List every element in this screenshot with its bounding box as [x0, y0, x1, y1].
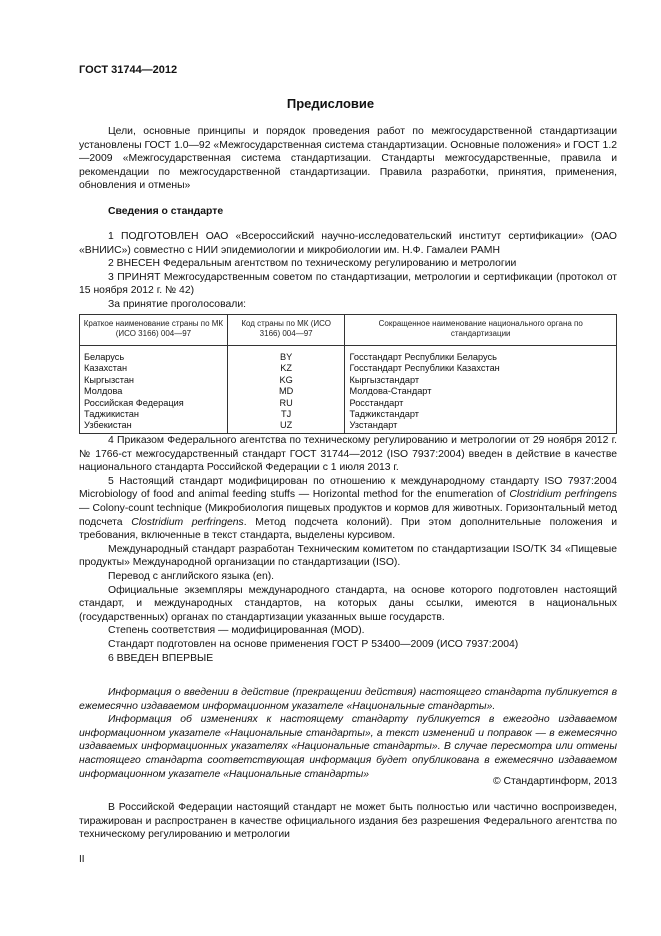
intl-standard-note: Международный стандарт разработан Техническим комитетом по стандартизации ISO/TK 34 «Пищевые продукты» Международной организации по стандартизации (ISO).	[79, 543, 617, 569]
standards-body: Узстандарт	[345, 420, 617, 433]
country-code: UZ	[227, 420, 345, 433]
info-introduction: Информация о введении в действие (прекращении действия) настоящего стандарта публикуется в ежемесячно издаваемом информационном указателе «Национальные стандарты».	[79, 687, 617, 712]
header-standards-body: Сокращенное наименование национального органа по стандартизации	[345, 315, 617, 346]
info-changes: Информация об изменениях к настоящему стандарту публикуется в ежегодно издаваемом информационном указателе «Национальные стандарты», а текст изменений и поправок — в ежемесячно издаваемых информационных указателях «Национальные стандарты». В случае пересмотра или отмены настоящего стандарта соответствующая информация будет опубликована в ежемесячно издаваемом информационном указателе «Национальные стандарты»	[79, 714, 617, 780]
copyright-block	[79, 775, 617, 789]
item-5-text-c: . Метод подсчета колоний). При этом дополнительные положения и требования, включенные в текст стандарта, выделены курсивом.	[79, 516, 617, 542]
basis-note: Стандарт подготовлен на основе применения ГОСТ Р 53400—2009 (ИСО 7937:2004)	[108, 638, 519, 650]
translation-note: Перевод с английского языка (en).	[108, 570, 275, 582]
country-name: Казахстан	[80, 363, 228, 374]
header-country-name: Краткое наименование страны по МК (ИСО 3166) 004—97	[80, 315, 228, 346]
section-heading-block	[79, 205, 617, 219]
standards-body: Госстандарт Республики Беларусь	[345, 346, 617, 364]
country-code: MD	[227, 386, 345, 397]
copyright: © Стандартинформ, 2013	[492, 776, 617, 787]
item-5-modified	[79, 475, 617, 543]
item-5-text-b: — Colony-count technique (Микробиология пищевых продуктов и кормов для животных. Горизонтальный метод подсчета	[79, 502, 617, 528]
conformity-degree: Степень соответствия — модифицированная (MOD).	[108, 625, 365, 637]
item-1-prepared: 1 ПОДГОТОВЛЕН ОАО «Всероссийский научно-исследовательский институт сертификации» (ОАО «ВНИИС») совместно с НИИ эпидемиологии и микробиологии им. Н.Ф. Гамалеи РАМН	[79, 231, 617, 256]
standards-body: Росстандарт	[345, 398, 617, 409]
standards-body: Кыргызстандарт	[345, 375, 617, 386]
item-5-text-a: 5 Настоящий стандарт модифицирован по отношению к международному стандарту ISO 7937:2004 Microbiology of food and animal feeding stuffs — Horizontal method for the enumeration of	[79, 475, 617, 501]
country-name: Кыргызстан	[80, 375, 228, 386]
standard-info-block	[79, 230, 617, 312]
country-code: KG	[227, 375, 345, 386]
country-code: RU	[227, 398, 345, 409]
page-number: II	[79, 854, 85, 865]
organism-name-2: Clostridium perfringens	[131, 516, 244, 528]
table-row	[80, 375, 617, 386]
header-country-code: Код страны по МК (ИСО 3166) 004—97	[227, 315, 345, 346]
item-2-submitted: 2 ВНЕСЕН Федеральным агентством по техническому регулированию и метрологии	[108, 258, 517, 270]
country-code: BY	[227, 346, 345, 364]
table-row	[80, 398, 617, 409]
standard-code-header: ГОСТ 31744—2012	[79, 64, 178, 76]
intro-block	[79, 125, 617, 193]
country-name: Таджикистан	[80, 409, 228, 420]
table-row	[80, 363, 617, 374]
table-header-row	[80, 315, 617, 346]
country-name: Российская Федерация	[80, 398, 228, 409]
page-title: Предисловие	[286, 96, 375, 111]
member-states-table	[79, 314, 617, 434]
country-code: KZ	[227, 363, 345, 374]
country-name: Молдова	[80, 386, 228, 397]
organism-name-1: Clostridium perfringens	[509, 489, 617, 501]
publication-info-block	[79, 686, 617, 781]
standards-body: Молдова-Стандарт	[345, 386, 617, 397]
item-4-order: 4 Приказом Федерального агентства по техническому регулированию и метрологии от 29 ноября 2012 г. № 1766-ст межгосударственный стандарт ГОСТ 31744—2012 (ISO 7937:2004) введен в действие в качестве национального стандарта Российской Федерации с 1 июля 2013 г.	[79, 435, 617, 474]
standard-details-block	[79, 434, 617, 665]
table-row	[80, 420, 617, 433]
section-heading: Сведения о стандарте	[108, 206, 224, 217]
standards-body: Госстандарт Республики Казахстан	[345, 363, 617, 374]
country-name: Беларусь	[80, 346, 228, 364]
table-row	[80, 409, 617, 420]
item-3-adopted: 3 ПРИНЯТ Межгосударственным советом по стандартизации, метрологии и сертификации (протокол от 15 ноября 2012 г. № 42)	[79, 271, 617, 297]
reproduction-notice: В Российской Федерации настоящий стандарт не может быть полностью или частично воспроизведен, тиражирован и распространен в качестве официального издания без разрешения Федерального агентства по техническому регулированию и метрологии	[79, 802, 617, 841]
country-code: TJ	[227, 409, 345, 420]
reproduction-notice-block	[79, 801, 617, 842]
official-copies-note: Официальные экземпляры международного стандарта, на основе которого подготовлен настоящий стандарт, и международных стандартов, на которых даны ссылки, имеются в национальных (государственных) органах по стандартизации указанных выше государств.	[79, 584, 617, 623]
voted-label: За принятие проголосовали:	[108, 298, 247, 310]
item-6-first-introduced: 6 ВВЕДЕН ВПЕРВЫЕ	[108, 652, 214, 664]
table-row	[80, 386, 617, 397]
table-row	[80, 346, 617, 364]
standards-body: Таджикстандарт	[345, 409, 617, 420]
intro-paragraph: Цели, основные принципы и порядок проведения работ по межгосударственной стандартизации установлены ГОСТ 1.0—92 «Межгосударственная система стандартизации. Основные положения» и ГОСТ 1.2—2009 «Межгосударственная система стандартизации. Стандарты межгосударственные, правила и рекомендации по межгосударственной стандартизации. Правила разработки, принятия, применения, обновления и отмены»	[79, 126, 617, 192]
country-name: Узбекистан	[80, 420, 228, 433]
